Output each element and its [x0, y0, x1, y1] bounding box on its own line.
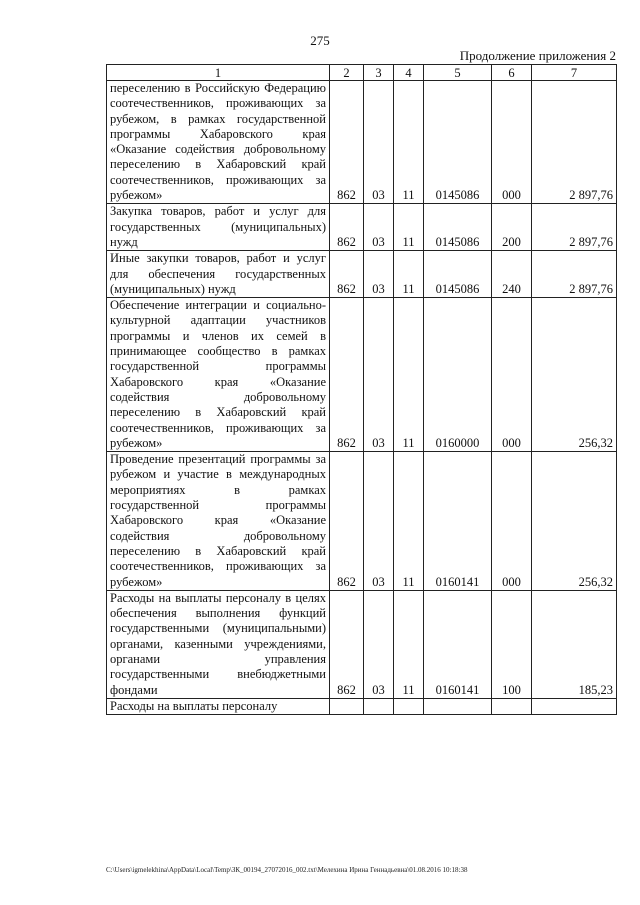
row-name-text: Иные закупки товаров, работ и услуг для обеспечения государственных (муниципальных) нужд [110, 251, 326, 296]
cell-ministry: 862 [330, 452, 364, 591]
cell-section: 03 [364, 251, 394, 298]
cell-expense-type: 200 [492, 204, 532, 251]
row-name [107, 81, 330, 204]
cell-subsection: 11 [394, 81, 424, 204]
row-name [107, 204, 330, 251]
cell-expense-type: 100 [492, 590, 532, 698]
table-row [107, 298, 617, 452]
table-row [107, 251, 617, 298]
budget-table [106, 64, 617, 715]
row-name-text: Проведение презентаций программы за рубежом и участие в международных мероприятиях в рамках государственной программы Хабаровского края «Оказание содействия добровольному переселению в Хабаровский край соотечественников, проживающих за рубежом» [110, 452, 326, 589]
cell-amount: 2 897,76 [532, 204, 617, 251]
cell-expense-type: 000 [492, 298, 532, 452]
row-name [107, 298, 330, 452]
cell-amount [532, 698, 617, 714]
cell-ministry: 862 [330, 590, 364, 698]
cell-target-article: 0145086 [424, 81, 492, 204]
cell-section: 03 [364, 81, 394, 204]
row-name [107, 452, 330, 591]
cell-amount: 256,32 [532, 452, 617, 591]
file-path-footer: C:\Users\igmelekhina\AppData\Local\Temp\ЗК_00194_27072016_002.txt\Мелехина Ирина Геннадьевна\01.08.2016 10:18:38 [106, 866, 468, 874]
table-row [107, 698, 617, 714]
cell-ministry [330, 698, 364, 714]
row-name [107, 698, 330, 714]
column-header: 2 [330, 65, 364, 81]
cell-ministry: 862 [330, 251, 364, 298]
table-row [107, 590, 617, 698]
row-name-text: переселению в Российскую Федерацию соотечественников, проживающих за рубежом, в рамках государственной программы Хабаровского края «Оказание содействия добровольному переселению в Хабаровский край соотечественников, проживающих за рубежом» [110, 81, 326, 203]
cell-expense-type: 000 [492, 452, 532, 591]
table-row [107, 204, 617, 251]
cell-section: 03 [364, 204, 394, 251]
cell-ministry: 862 [330, 204, 364, 251]
row-name [107, 590, 330, 698]
column-header: 4 [394, 65, 424, 81]
cell-subsection [394, 698, 424, 714]
continuation-label: Продолжение приложения 2 [459, 48, 616, 63]
column-header: 1 [107, 65, 330, 81]
cell-target-article: 0145086 [424, 204, 492, 251]
cell-subsection: 11 [394, 452, 424, 591]
cell-amount: 185,23 [532, 590, 617, 698]
cell-ministry: 862 [330, 298, 364, 452]
row-name-text: Обеспечение интеграции и социально-культурной адаптации участников программы и членов их семей в принимающее сообщество в рамках государственной программы Хабаровского края «Оказание содействия добровольному переселению в Хабаровский край соотечественников, проживающих за рубежом» [110, 298, 326, 450]
cell-subsection: 11 [394, 251, 424, 298]
column-header: 3 [364, 65, 394, 81]
cell-section [364, 698, 394, 714]
cell-subsection: 11 [394, 298, 424, 452]
cell-amount: 2 897,76 [532, 81, 617, 204]
cell-subsection: 11 [394, 590, 424, 698]
cell-target-article: 0160141 [424, 590, 492, 698]
cell-section: 03 [364, 452, 394, 591]
cell-section: 03 [364, 590, 394, 698]
row-name-text: Расходы на выплаты персоналу [110, 698, 278, 713]
cell-amount: 256,32 [532, 298, 617, 452]
cell-amount: 2 897,76 [532, 251, 617, 298]
row-name-text: Расходы на выплаты персоналу в целях обеспечения выполнения функций государственными (муниципальными) органами, казенными учреждениями, органами управления государственными внебюджетными фондами [110, 590, 326, 697]
cell-subsection: 11 [394, 204, 424, 251]
cell-expense-type [492, 698, 532, 714]
column-header: 6 [492, 65, 532, 81]
cell-target-article [424, 698, 492, 714]
cell-expense-type: 000 [492, 81, 532, 204]
cell-section: 03 [364, 298, 394, 452]
table-header-row [107, 65, 617, 81]
column-header: 7 [532, 65, 617, 81]
cell-ministry: 862 [330, 81, 364, 204]
cell-expense-type: 240 [492, 251, 532, 298]
row-name [107, 251, 330, 298]
page-number: 275 [310, 33, 330, 48]
table-row [107, 452, 617, 591]
table-row [107, 81, 617, 204]
row-name-text: Закупка товаров, работ и услуг для государственных (муниципальных) нужд [110, 204, 326, 249]
column-header: 5 [424, 65, 492, 81]
cell-target-article: 0160000 [424, 298, 492, 452]
cell-target-article: 0145086 [424, 251, 492, 298]
cell-target-article: 0160141 [424, 452, 492, 591]
